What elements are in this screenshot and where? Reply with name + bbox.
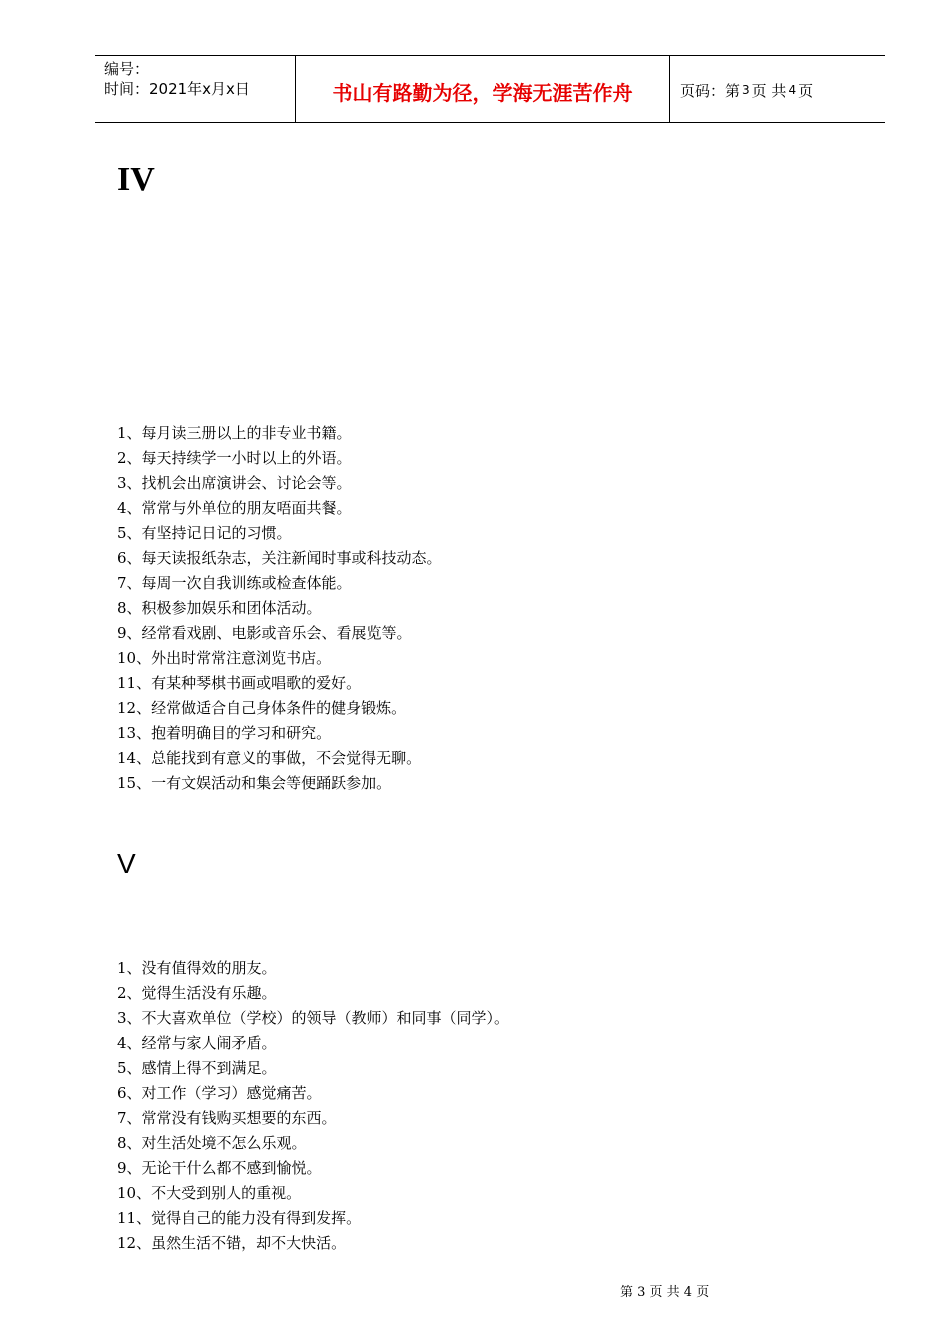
section-iv-list bbox=[117, 421, 442, 796]
list-item: 4、经常与家人闹矛盾。 bbox=[117, 1034, 277, 1052]
list-item: 4、常常与外单位的朋友唔面共餐。 bbox=[117, 499, 352, 517]
page-suffix: 页 bbox=[798, 81, 814, 100]
list-item: 3、找机会出席演讲会、讨论会等。 bbox=[117, 474, 352, 492]
list-item: 2、每天持续学一小时以上的外语。 bbox=[117, 449, 352, 467]
page-prefix: 页码：第 bbox=[680, 81, 741, 100]
section-v-list bbox=[117, 956, 509, 1256]
page-total: 4 bbox=[788, 83, 797, 97]
section-v-heading: V bbox=[117, 848, 136, 879]
list-item: 11、觉得自己的能力没有得到发挥。 bbox=[117, 1209, 362, 1227]
list-item: 11、有某种琴棋书画或唱歌的爱好。 bbox=[117, 674, 362, 692]
list-item: 14、总能找到有意义的事做，不会觉得无聊。 bbox=[117, 749, 422, 767]
header-motto: 书山有路勤为径，学海无涯苦作舟 bbox=[296, 56, 670, 122]
list-item: 8、对生活处境不怎么乐观。 bbox=[117, 1134, 307, 1152]
list-item: 9、无论干什么都不感到愉悦。 bbox=[117, 1159, 322, 1177]
list-item: 6、对工作（学习）感觉痛苦。 bbox=[117, 1084, 322, 1102]
document-time-label: 时间：2021年x月x日 bbox=[104, 80, 250, 98]
footer-page-number: 第 3 页 共 4 页 bbox=[620, 1285, 710, 1300]
list-item: 9、经常看戏剧、电影或音乐会、看展览等。 bbox=[117, 624, 412, 642]
list-item: 15、一有文娱活动和集会等便踊跃参加。 bbox=[117, 774, 392, 792]
page-mid: 页 共 bbox=[751, 81, 787, 100]
list-item: 7、常常没有钱购买想要的东西。 bbox=[117, 1109, 337, 1127]
list-item: 7、每周一次自我训练或检查体能。 bbox=[117, 574, 352, 592]
page-current: 3 bbox=[742, 83, 750, 97]
list-item: 1、没有值得效的朋友。 bbox=[117, 959, 277, 977]
list-item: 5、有坚持记日记的习惯。 bbox=[117, 524, 292, 542]
list-item: 3、不大喜欢单位（学校）的领导（教师）和同事（同学）。 bbox=[117, 1009, 510, 1027]
list-item: 12、虽然生活不错，却不大快活。 bbox=[117, 1234, 347, 1252]
page-header bbox=[95, 55, 885, 123]
list-item: 12、经常做适合自己身体条件的健身锻炼。 bbox=[117, 699, 407, 717]
list-item: 10、外出时常常注意浏览书店。 bbox=[117, 649, 332, 667]
header-page-info bbox=[670, 56, 885, 122]
list-item: 6、每天读报纸杂志，关注新闻时事或科技动态。 bbox=[117, 549, 442, 567]
header-meta bbox=[95, 56, 296, 122]
list-item: 13、抱着明确目的学习和研究。 bbox=[117, 724, 332, 742]
list-item: 8、积极参加娱乐和团体活动。 bbox=[117, 599, 322, 617]
list-item: 2、觉得生活没有乐趣。 bbox=[117, 984, 277, 1002]
list-item: 10、不大受到别人的重视。 bbox=[117, 1184, 302, 1202]
list-item: 1、每月读三册以上的非专业书籍。 bbox=[117, 424, 352, 442]
section-iv-heading: IV bbox=[117, 161, 155, 198]
list-item: 5、感情上得不到满足。 bbox=[117, 1059, 277, 1077]
document-number-label: 编号： bbox=[104, 60, 150, 78]
